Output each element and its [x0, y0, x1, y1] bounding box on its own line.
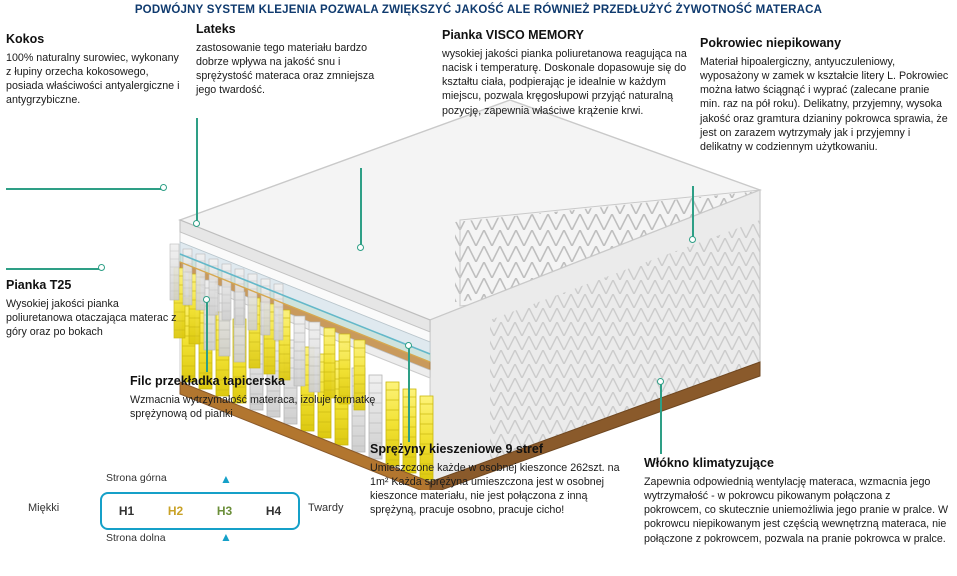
scale-right-label: Twardy — [308, 502, 344, 514]
callout-pianka-t25-text: Wysokiej jakości pianka poliuretanowa otaczająca materac z góry oraz po bokach — [6, 297, 177, 339]
callout-filc — [130, 374, 380, 421]
callout-sprezyny-title: Sprężyny kieszeniowe 9 stref — [370, 442, 543, 456]
leader-dot-filc — [203, 296, 210, 303]
leader-dot-sprezyny — [405, 342, 412, 349]
scale-top-label: Strona górna — [106, 472, 167, 484]
leader-dot-pokrowiec — [689, 236, 696, 243]
callout-kokos — [6, 32, 186, 108]
leader-line-kokos — [6, 188, 164, 190]
callout-kokos-title: Kokos — [6, 32, 45, 46]
callout-filc-title: Filc przekładka tapicerska — [130, 374, 285, 388]
callout-visco — [442, 28, 690, 118]
leader-line-t25 — [6, 268, 102, 270]
callout-pokrowiec — [700, 36, 952, 154]
leader-line-filc — [206, 300, 208, 372]
callout-sprezyny-text: Umieszczone każde w osobnej kieszonce 262szt. na 1m² Każda sprężyna umieszczona jest w osobnej kieszonce materiału, nie jest połączona z inną sprężyną, pracuje osobno, pracuje cicho! — [370, 461, 620, 517]
hardness-scale[interactable] — [28, 470, 358, 556]
callout-pokrowiec-title: Pokrowiec niepikowany — [700, 36, 842, 50]
callout-lateks-text: zastosowanie tego materiału bardzo dobrze wpływa na jakość snu i sprężystość materaca oraz zmniejsza jego twardość. — [196, 41, 375, 97]
callout-wlokno-title: Włókno klimatyzujące — [644, 456, 774, 470]
scale-left-label: Miękki — [28, 502, 60, 514]
leader-dot-t25 — [98, 264, 105, 271]
leader-line-pokrowiec — [692, 186, 694, 242]
arrow-up-icon: ▲ — [220, 472, 232, 486]
hardness-step-h2[interactable]: H2 — [167, 504, 184, 518]
callout-filc-text: Wzmacnia wytrzymałość materaca, izoluje formatkę sprężynową od pianki — [130, 393, 376, 420]
hardness-step-h1[interactable]: H1 — [118, 504, 135, 518]
callout-visco-text: wysokiej jakości pianka poliuretanowa reagująca na nacisk i temperaturę. Doskonale dopasowuje się do kształtu ciała, podpierając je idealnie w każdym miejscu, pozwala kręgosłupowi przyjąć naturalną pozycję, zapewnia właściwe krążenie krwi. — [442, 47, 687, 117]
leader-dot-kokos — [160, 184, 167, 191]
scale-bottom-label: Strona dolna — [106, 532, 166, 544]
hardness-step-group[interactable] — [100, 492, 300, 530]
arrow-down-icon: ▲ — [220, 530, 232, 544]
leader-line-wlokno — [660, 382, 662, 454]
callout-wlokno — [644, 456, 950, 546]
callout-sprezyny — [370, 442, 622, 518]
callout-visco-title: Pianka VISCO MEMORY — [442, 28, 584, 42]
callout-pianka-t25 — [6, 278, 186, 339]
callout-pokrowiec-text: Materiał hipoalergiczny, antyuczuleniowy, wyposażony w zamek w kształcie litery L. Pokrowiec można łatwo ściągnąć i wyprać (zalecane pranie min. raz na pół roku). Delikatny, przyjemny, wysoka jakość oraz gramtura dzianiny pokrowca sprawia, że jest on zarazem wytrzymały jak i przyjemny i delikatny w codziennym użytkowaniu. — [700, 55, 949, 154]
leader-line-visco — [360, 168, 362, 248]
headline: PODWÓJNY SYSTEM KLEJENIA POZWALA ZWIĘKSZYĆ JAKOŚĆ ALE RÓWNIEŻ PRZEDŁUŻYĆ ŻYWOTNOŚĆ MATERACA — [134, 4, 823, 16]
callout-lateks — [196, 22, 382, 98]
leader-line-lateks — [196, 118, 198, 224]
callout-lateks-title: Lateks — [196, 22, 236, 36]
hardness-step-h4[interactable]: H4 — [265, 504, 282, 518]
leader-dot-visco — [357, 244, 364, 251]
callout-wlokno-text: Zapewnia odpowiednią wentylację materaca, wzmacnia jego wytrzymałość - w pokrowcu pikowanym połączona z pokrowcem, co skutecznie uniemożliwia jego pranie w pralce. W pokrowcu niepikowanym jest częścią wewnętrzną materaca, nie połączone z pokrowcem, pozwala na pranie pokrowca w pralce. — [644, 475, 949, 545]
callout-pianka-t25-title: Pianka T25 — [6, 278, 72, 292]
leader-dot-wlokno — [657, 378, 664, 385]
leader-line-sprezyny — [408, 346, 410, 442]
leader-dot-lateks — [193, 220, 200, 227]
callout-kokos-text: 100% naturalny surowiec, wykonany z łupiny orzecha kokosowego, posiada właściwości antyalergiczne i antygrzybiczne. — [6, 51, 180, 107]
hardness-step-h3[interactable]: H3 — [216, 504, 233, 518]
